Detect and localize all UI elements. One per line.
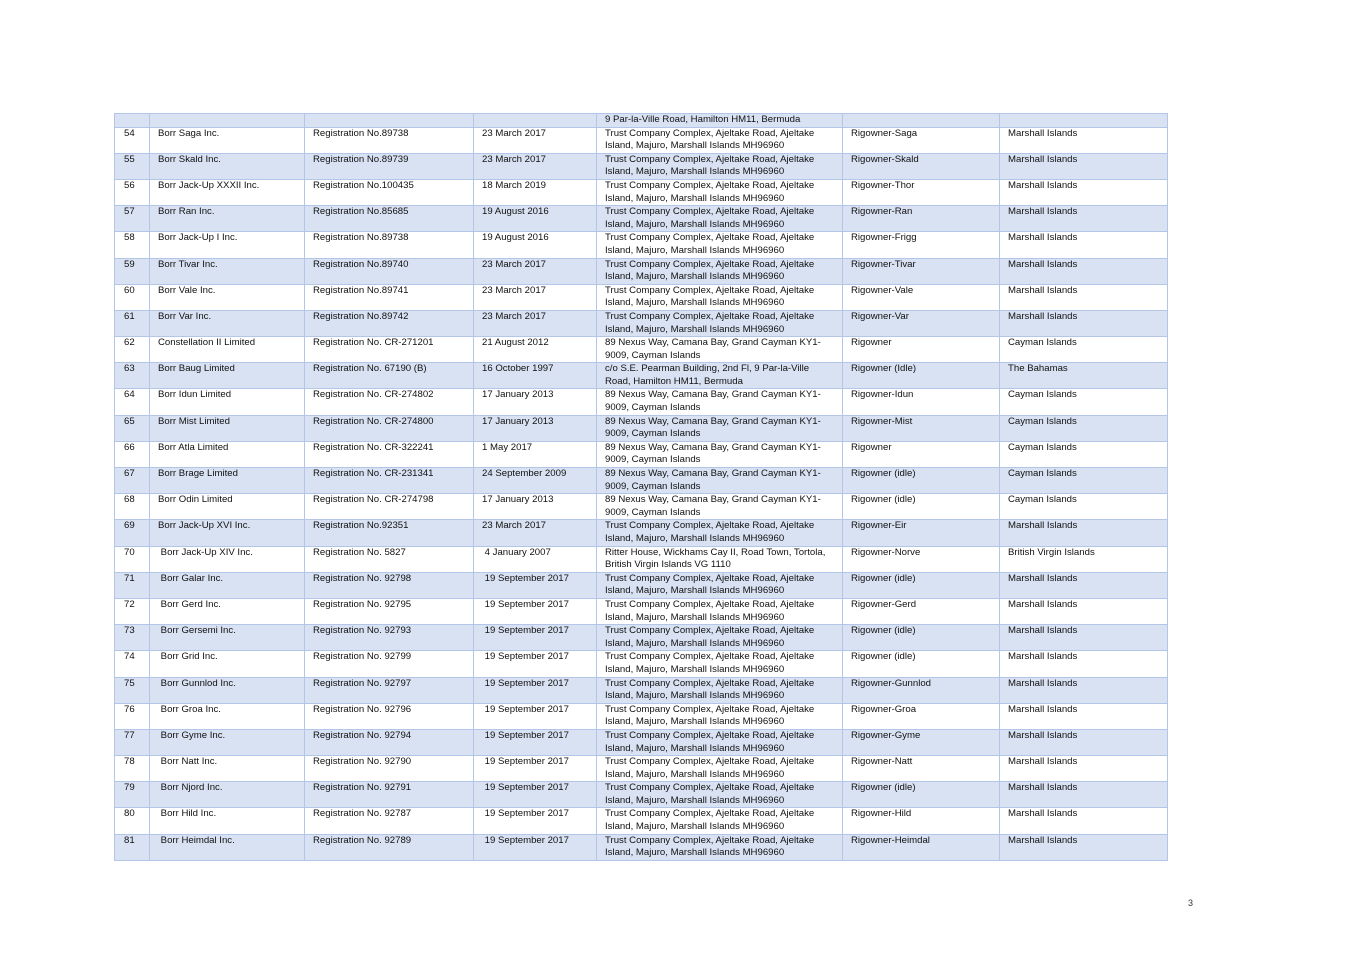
cell-role: Rigowner-Saga xyxy=(843,127,1000,153)
cell-name: Borr Groa Inc. xyxy=(150,703,305,729)
cell-jurisdiction: Cayman Islands xyxy=(1000,494,1168,520)
cell-registration: Registration No. CR-271201 xyxy=(305,337,474,363)
cell-registration: Registration No.89738 xyxy=(305,127,474,153)
cell-name: Borr Idun Limited xyxy=(150,389,305,415)
cell-name: Borr Atla Limited xyxy=(150,441,305,467)
cell-name: Borr Natt Inc. xyxy=(150,756,305,782)
cell-role: Rigowner-Skald xyxy=(843,153,1000,179)
table-row xyxy=(115,179,1168,205)
cell-address: 89 Nexus Way, Camana Bay, Grand Cayman KY1-9009, Cayman Islands xyxy=(597,389,843,415)
cell-address: 89 Nexus Way, Camana Bay, Grand Cayman KY1-9009, Cayman Islands xyxy=(597,468,843,494)
cell-no: 74 xyxy=(115,651,150,677)
cell-role: Rigowner-Ran xyxy=(843,206,1000,232)
cell-date: 19 September 2017 xyxy=(474,598,597,624)
cell-jurisdiction: Cayman Islands xyxy=(1000,337,1168,363)
cell-address: 89 Nexus Way, Camana Bay, Grand Cayman KY1-9009, Cayman Islands xyxy=(597,494,843,520)
cell-address: Trust Company Complex, Ajeltake Road, Ajeltake Island, Majuro, Marshall Islands MH96960 xyxy=(597,153,843,179)
table-row xyxy=(115,677,1168,703)
table-row xyxy=(115,310,1168,336)
cell-address: 89 Nexus Way, Camana Bay, Grand Cayman KY1-9009, Cayman Islands xyxy=(597,337,843,363)
cell-date: 19 August 2016 xyxy=(474,206,597,232)
subsidiaries-table xyxy=(114,113,1168,861)
cell-registration: Registration No.100435 xyxy=(305,179,474,205)
cell-registration: Registration No.89742 xyxy=(305,310,474,336)
cell-role: Rigowner-Heimdal xyxy=(843,834,1000,860)
cell-date: 23 March 2017 xyxy=(474,284,597,310)
cell-role: Rigowner-Gyme xyxy=(843,729,1000,755)
cell-no: 57 xyxy=(115,206,150,232)
cell-name: Borr Jack-Up XVI Inc. xyxy=(150,520,305,546)
cell-address: 89 Nexus Way, Camana Bay, Grand Cayman KY1-9009, Cayman Islands xyxy=(597,441,843,467)
cell-no: 70 xyxy=(115,546,150,572)
cell-role: Rigowner-Tivar xyxy=(843,258,1000,284)
cell-name: Borr Vale Inc. xyxy=(150,284,305,310)
cell-name: Borr Skald Inc. xyxy=(150,153,305,179)
table-row xyxy=(115,468,1168,494)
cell-no: 54 xyxy=(115,127,150,153)
cell-address: Trust Company Complex, Ajeltake Road, Ajeltake Island, Majuro, Marshall Islands MH96960 xyxy=(597,625,843,651)
table-row xyxy=(115,625,1168,651)
cell-role: Rigowner-Vale xyxy=(843,284,1000,310)
table-row xyxy=(115,153,1168,179)
cell-address: Trust Company Complex, Ajeltake Road, Ajeltake Island, Majuro, Marshall Islands MH96960 xyxy=(597,729,843,755)
cell-registration: Registration No. CR-274798 xyxy=(305,494,474,520)
cell-registration: Registration No. 92789 xyxy=(305,834,474,860)
cell-date: 23 March 2017 xyxy=(474,258,597,284)
cell-address: Trust Company Complex, Ajeltake Road, Ajeltake Island, Majuro, Marshall Islands MH96960 xyxy=(597,677,843,703)
cell-no: 58 xyxy=(115,232,150,258)
cell-jurisdiction: Marshall Islands xyxy=(1000,808,1168,834)
page-number: 3 xyxy=(1188,898,1194,908)
cell-date: 19 August 2016 xyxy=(474,232,597,258)
cell-jurisdiction: Marshall Islands xyxy=(1000,179,1168,205)
table-row xyxy=(115,729,1168,755)
cell-date: 19 September 2017 xyxy=(474,834,597,860)
cell-jurisdiction: Cayman Islands xyxy=(1000,415,1168,441)
cell-jurisdiction: British Virgin Islands xyxy=(1000,546,1168,572)
cell-name xyxy=(150,114,305,128)
cell-no: 68 xyxy=(115,494,150,520)
cell-name: Borr Saga Inc. xyxy=(150,127,305,153)
continuation-row xyxy=(115,114,1168,128)
table-row xyxy=(115,363,1168,389)
cell-name: Borr Gyme Inc. xyxy=(150,729,305,755)
cell-name: Borr Brage Limited xyxy=(150,468,305,494)
cell-no: 56 xyxy=(115,179,150,205)
cell-jurisdiction: Marshall Islands xyxy=(1000,310,1168,336)
cell-name: Borr Hild Inc. xyxy=(150,808,305,834)
cell-date: 17 January 2013 xyxy=(474,389,597,415)
cell-date: 19 September 2017 xyxy=(474,808,597,834)
cell-address: Ritter House, Wickhams Cay II, Road Town, Tortola, British Virgin Islands VG 1110 xyxy=(597,546,843,572)
cell-registration: Registration No. 67190 (B) xyxy=(305,363,474,389)
cell-jurisdiction: Marshall Islands xyxy=(1000,284,1168,310)
cell-date: 16 October 1997 xyxy=(474,363,597,389)
cell-role: Rigowner (idle) xyxy=(843,625,1000,651)
cell-date: 23 March 2017 xyxy=(474,153,597,179)
cell-no: 81 xyxy=(115,834,150,860)
cell-registration: Registration No. 92798 xyxy=(305,572,474,598)
cell-date: 19 September 2017 xyxy=(474,677,597,703)
cell-no: 61 xyxy=(115,310,150,336)
cell-name: Borr Grid Inc. xyxy=(150,651,305,677)
cell-jurisdiction: Marshall Islands xyxy=(1000,729,1168,755)
cell-registration: Registration No. CR-231341 xyxy=(305,468,474,494)
cell-address: Trust Company Complex, Ajeltake Road, Ajeltake Island, Majuro, Marshall Islands MH96960 xyxy=(597,520,843,546)
cell-jurisdiction: Marshall Islands xyxy=(1000,651,1168,677)
table-row xyxy=(115,258,1168,284)
cell-date: 19 September 2017 xyxy=(474,625,597,651)
table-row xyxy=(115,782,1168,808)
cell-name: Borr Baug Limited xyxy=(150,363,305,389)
cell-no: 80 xyxy=(115,808,150,834)
cell-name: Borr Heimdal Inc. xyxy=(150,834,305,860)
cell-role: Rigowner xyxy=(843,441,1000,467)
cell-name: Borr Var Inc. xyxy=(150,310,305,336)
cell-date: 19 September 2017 xyxy=(474,651,597,677)
cell-registration: Registration No. 92787 xyxy=(305,808,474,834)
cell-date: 19 September 2017 xyxy=(474,756,597,782)
cell-date: 24 September 2009 xyxy=(474,468,597,494)
cell-role: Rigowner-Norve xyxy=(843,546,1000,572)
cell-registration: Registration No. 92796 xyxy=(305,703,474,729)
table-row xyxy=(115,389,1168,415)
cell-role: Rigowner xyxy=(843,337,1000,363)
table-row xyxy=(115,415,1168,441)
cell-date: 21 August 2012 xyxy=(474,337,597,363)
table-row xyxy=(115,703,1168,729)
cell-registration: Registration No.85685 xyxy=(305,206,474,232)
cell-registration: Registration No. 92797 xyxy=(305,677,474,703)
cell-no: 66 xyxy=(115,441,150,467)
cell-address: Trust Company Complex, Ajeltake Road, Ajeltake Island, Majuro, Marshall Islands MH96960 xyxy=(597,834,843,860)
cell-address: Trust Company Complex, Ajeltake Road, Ajeltake Island, Majuro, Marshall Islands MH96960 xyxy=(597,310,843,336)
cell-date: 23 March 2017 xyxy=(474,127,597,153)
cell-jurisdiction: Marshall Islands xyxy=(1000,232,1168,258)
cell-role: Rigowner (Idle) xyxy=(843,363,1000,389)
cell-jurisdiction: Marshall Islands xyxy=(1000,258,1168,284)
cell-name: Borr Jack-Up I Inc. xyxy=(150,232,305,258)
cell-name: Constellation II Limited xyxy=(150,337,305,363)
cell-name: Borr Jack-Up XXXII Inc. xyxy=(150,179,305,205)
cell-address: Trust Company Complex, Ajeltake Road, Ajeltake Island, Majuro, Marshall Islands MH96960 xyxy=(597,232,843,258)
cell-jurisdiction: Marshall Islands xyxy=(1000,206,1168,232)
cell-registration: Registration No.89738 xyxy=(305,232,474,258)
table-row xyxy=(115,284,1168,310)
cell-address: Trust Company Complex, Ajeltake Road, Ajeltake Island, Majuro, Marshall Islands MH96960 xyxy=(597,127,843,153)
cell-role: Rigowner-Thor xyxy=(843,179,1000,205)
cell-no: 77 xyxy=(115,729,150,755)
cell-no: 78 xyxy=(115,756,150,782)
cell-date: 23 March 2017 xyxy=(474,310,597,336)
cell-no: 75 xyxy=(115,677,150,703)
cell-no: 79 xyxy=(115,782,150,808)
cell-registration: Registration No.92351 xyxy=(305,520,474,546)
cell-no: 55 xyxy=(115,153,150,179)
cell-registration xyxy=(305,114,474,128)
cell-role: Rigowner-Mist xyxy=(843,415,1000,441)
cell-jurisdiction: Marshall Islands xyxy=(1000,520,1168,546)
cell-jurisdiction: Cayman Islands xyxy=(1000,468,1168,494)
cell-jurisdiction: Marshall Islands xyxy=(1000,127,1168,153)
cell-jurisdiction: Cayman Islands xyxy=(1000,389,1168,415)
cell-role: Rigowner-Natt xyxy=(843,756,1000,782)
cell-registration: Registration No. 92795 xyxy=(305,598,474,624)
cell-date: 19 September 2017 xyxy=(474,572,597,598)
table-row xyxy=(115,572,1168,598)
cell-no: 73 xyxy=(115,625,150,651)
cell-registration: Registration No. 92799 xyxy=(305,651,474,677)
cell-registration: Registration No.89739 xyxy=(305,153,474,179)
cell-name: Borr Mist Limited xyxy=(150,415,305,441)
cell-registration: Registration No.89741 xyxy=(305,284,474,310)
cell-address: Trust Company Complex, Ajeltake Road, Ajeltake Island, Majuro, Marshall Islands MH96960 xyxy=(597,258,843,284)
cell-name: Borr Ran Inc. xyxy=(150,206,305,232)
cell-address: Trust Company Complex, Ajeltake Road, Ajeltake Island, Majuro, Marshall Islands MH96960 xyxy=(597,572,843,598)
cell-no: 64 xyxy=(115,389,150,415)
cell-no: 71 xyxy=(115,572,150,598)
cell-registration: Registration No. CR-322241 xyxy=(305,441,474,467)
cell-address: 9 Par-la-Ville Road, Hamilton HM11, Bermuda xyxy=(597,114,843,128)
cell-role: Rigowner-Idun xyxy=(843,389,1000,415)
cell-registration: Registration No. 92790 xyxy=(305,756,474,782)
cell-role: Rigowner (idle) xyxy=(843,572,1000,598)
cell-no xyxy=(115,114,150,128)
table-row xyxy=(115,834,1168,860)
cell-address: Trust Company Complex, Ajeltake Road, Ajeltake Island, Majuro, Marshall Islands MH96960 xyxy=(597,782,843,808)
table-row xyxy=(115,808,1168,834)
cell-address: Trust Company Complex, Ajeltake Road, Ajeltake Island, Majuro, Marshall Islands MH96960 xyxy=(597,598,843,624)
cell-no: 65 xyxy=(115,415,150,441)
cell-date: 17 January 2013 xyxy=(474,415,597,441)
cell-name: Borr Jack-Up XIV Inc. xyxy=(150,546,305,572)
cell-name: Borr Tivar Inc. xyxy=(150,258,305,284)
cell-jurisdiction: Marshall Islands xyxy=(1000,153,1168,179)
cell-address: Trust Company Complex, Ajeltake Road, Ajeltake Island, Majuro, Marshall Islands MH96960 xyxy=(597,179,843,205)
table-row xyxy=(115,494,1168,520)
cell-jurisdiction: Marshall Islands xyxy=(1000,703,1168,729)
cell-name: Borr Njord Inc. xyxy=(150,782,305,808)
cell-no: 59 xyxy=(115,258,150,284)
cell-date: 1 May 2017 xyxy=(474,441,597,467)
cell-name: Borr Galar Inc. xyxy=(150,572,305,598)
cell-name: Borr Gersemi Inc. xyxy=(150,625,305,651)
cell-jurisdiction: Marshall Islands xyxy=(1000,834,1168,860)
cell-role: Rigowner-Eir xyxy=(843,520,1000,546)
cell-name: Borr Gerd Inc. xyxy=(150,598,305,624)
cell-jurisdiction: Cayman Islands xyxy=(1000,441,1168,467)
cell-role: Rigowner (idle) xyxy=(843,782,1000,808)
cell-address: c/o S.E. Pearman Building, 2nd Fl, 9 Par-la-Ville Road, Hamilton HM11, Bermuda xyxy=(597,363,843,389)
cell-registration: Registration No. 5827 xyxy=(305,546,474,572)
table-row xyxy=(115,232,1168,258)
cell-role xyxy=(843,114,1000,128)
cell-jurisdiction: The Bahamas xyxy=(1000,363,1168,389)
cell-role: Rigowner (idle) xyxy=(843,468,1000,494)
cell-jurisdiction: Marshall Islands xyxy=(1000,598,1168,624)
cell-no: 62 xyxy=(115,337,150,363)
cell-registration: Registration No. CR-274802 xyxy=(305,389,474,415)
cell-address: Trust Company Complex, Ajeltake Road, Ajeltake Island, Majuro, Marshall Islands MH96960 xyxy=(597,284,843,310)
cell-date: 4 January 2007 xyxy=(474,546,597,572)
cell-role: Rigowner-Gunnlod xyxy=(843,677,1000,703)
cell-registration: Registration No. 92793 xyxy=(305,625,474,651)
cell-registration: Registration No.89740 xyxy=(305,258,474,284)
cell-jurisdiction: Marshall Islands xyxy=(1000,677,1168,703)
table-row xyxy=(115,441,1168,467)
cell-registration: Registration No. 92794 xyxy=(305,729,474,755)
cell-role: Rigowner-Gerd xyxy=(843,598,1000,624)
cell-date: 18 March 2019 xyxy=(474,179,597,205)
table-row xyxy=(115,651,1168,677)
cell-name: Borr Odin Limited xyxy=(150,494,305,520)
cell-role: Rigowner-Groa xyxy=(843,703,1000,729)
cell-name: Borr Gunnlod Inc. xyxy=(150,677,305,703)
table-row xyxy=(115,520,1168,546)
cell-role: Rigowner-Frigg xyxy=(843,232,1000,258)
cell-role: Rigowner (idle) xyxy=(843,651,1000,677)
cell-date: 19 September 2017 xyxy=(474,782,597,808)
table-row xyxy=(115,337,1168,363)
table-row xyxy=(115,127,1168,153)
cell-jurisdiction: Marshall Islands xyxy=(1000,572,1168,598)
cell-no: 69 xyxy=(115,520,150,546)
cell-registration: Registration No. 92791 xyxy=(305,782,474,808)
cell-address: Trust Company Complex, Ajeltake Road, Ajeltake Island, Majuro, Marshall Islands MH96960 xyxy=(597,703,843,729)
cell-registration: Registration No. CR-274800 xyxy=(305,415,474,441)
cell-date: 19 September 2017 xyxy=(474,703,597,729)
table-row xyxy=(115,598,1168,624)
cell-no: 76 xyxy=(115,703,150,729)
cell-no: 72 xyxy=(115,598,150,624)
cell-role: Rigowner (idle) xyxy=(843,494,1000,520)
table-row xyxy=(115,206,1168,232)
cell-address: Trust Company Complex, Ajeltake Road, Ajeltake Island, Majuro, Marshall Islands MH96960 xyxy=(597,808,843,834)
cell-role: Rigowner-Hild xyxy=(843,808,1000,834)
cell-role: Rigowner-Var xyxy=(843,310,1000,336)
table-row xyxy=(115,546,1168,572)
cell-date: 17 January 2013 xyxy=(474,494,597,520)
cell-no: 63 xyxy=(115,363,150,389)
cell-jurisdiction: Marshall Islands xyxy=(1000,782,1168,808)
cell-jurisdiction xyxy=(1000,114,1168,128)
cell-address: Trust Company Complex, Ajeltake Road, Ajeltake Island, Majuro, Marshall Islands MH96960 xyxy=(597,651,843,677)
cell-jurisdiction: Marshall Islands xyxy=(1000,756,1168,782)
cell-address: 89 Nexus Way, Camana Bay, Grand Cayman KY1-9009, Cayman Islands xyxy=(597,415,843,441)
cell-date xyxy=(474,114,597,128)
cell-date: 23 March 2017 xyxy=(474,520,597,546)
table-row xyxy=(115,756,1168,782)
cell-no: 67 xyxy=(115,468,150,494)
cell-address: Trust Company Complex, Ajeltake Road, Ajeltake Island, Majuro, Marshall Islands MH96960 xyxy=(597,206,843,232)
cell-no: 60 xyxy=(115,284,150,310)
cell-date: 19 September 2017 xyxy=(474,729,597,755)
cell-address: Trust Company Complex, Ajeltake Road, Ajeltake Island, Majuro, Marshall Islands MH96960 xyxy=(597,756,843,782)
cell-jurisdiction: Marshall Islands xyxy=(1000,625,1168,651)
